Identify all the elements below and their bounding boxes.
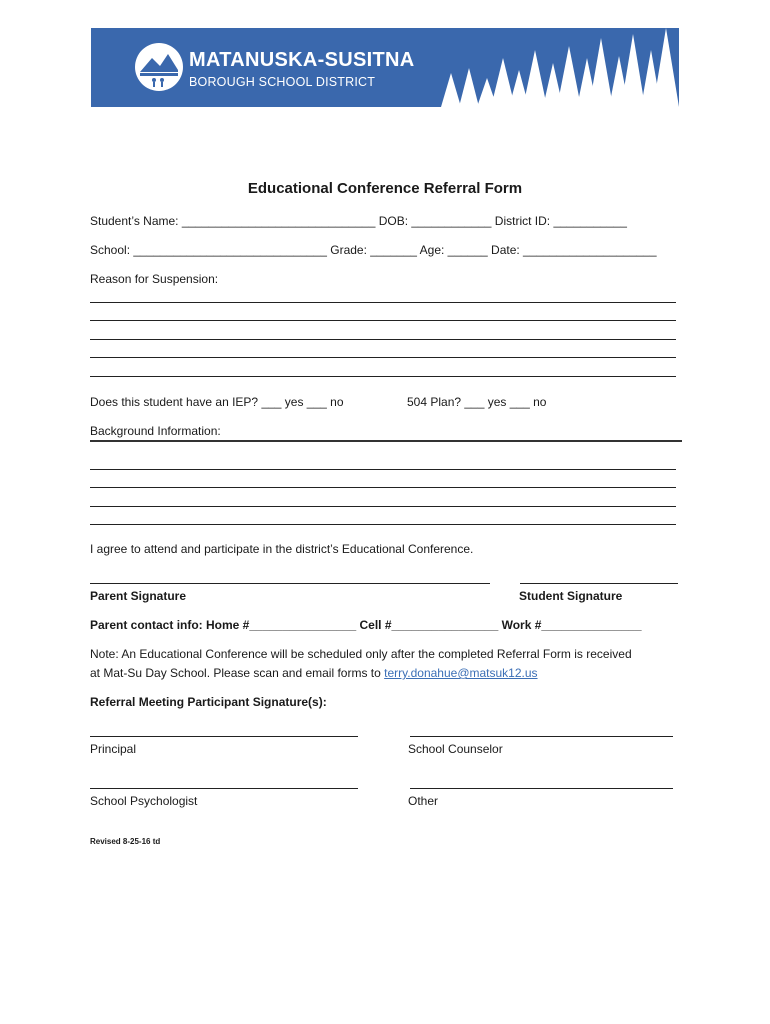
parent-signature-line[interactable]	[90, 583, 490, 584]
parent-contact-info[interactable]: Parent contact info: Home #________________ Cell #________________ Work #_______________	[90, 618, 642, 632]
reason-line-3[interactable]	[90, 339, 676, 340]
background-label: Background Information:	[90, 424, 221, 438]
district-subtitle: BOROUGH SCHOOL DISTRICT	[189, 75, 376, 89]
student-signature-line[interactable]	[520, 583, 678, 584]
background-line-4[interactable]	[90, 524, 676, 525]
email-link[interactable]: terry.donahue@matsuk12.us	[384, 666, 538, 680]
student-info-row[interactable]: Student’s Name: _____________________________ DOB: ____________ District ID: ___________	[90, 214, 627, 228]
district-header-banner	[91, 28, 679, 107]
reason-line-1[interactable]	[90, 302, 676, 303]
school-psychologist-label: School Psychologist	[90, 794, 198, 808]
student-signature-label: Student Signature	[519, 589, 623, 603]
agree-text: I agree to attend and participate in the district’s Educational Conference.	[90, 542, 474, 556]
iep-question[interactable]: Does this student have an IEP? ___ yes ___ no	[90, 395, 344, 409]
revised-note: Revised 8-25-16 td	[90, 837, 161, 846]
psychologist-signature-line[interactable]	[90, 788, 358, 789]
background-line-2[interactable]	[90, 487, 676, 488]
form-title: Educational Conference Referral Form	[247, 180, 523, 197]
district-logo-icon	[134, 42, 184, 92]
district-name: MATANUSKA-SUSITNA	[189, 49, 415, 71]
plan-504-question[interactable]: 504 Plan? ___ yes ___ no	[407, 395, 547, 409]
note-line-1: Note: An Educational Conference will be scheduled only after the completed Referral Form is received	[90, 647, 632, 661]
reason-line-2[interactable]	[90, 320, 676, 321]
reason-line-5[interactable]	[90, 376, 676, 377]
background-line-3[interactable]	[90, 506, 676, 507]
other-signature-line[interactable]	[410, 788, 673, 789]
reason-line-4[interactable]	[90, 357, 676, 358]
principal-label: Principal	[90, 742, 137, 756]
parent-signature-label: Parent Signature	[90, 589, 187, 603]
counselor-signature-line[interactable]	[410, 736, 673, 737]
principal-signature-line[interactable]	[90, 736, 358, 737]
other-label: Other	[408, 794, 439, 808]
background-divider	[90, 440, 682, 442]
participants-label: Referral Meeting Participant Signature(s):	[90, 695, 327, 709]
reason-label: Reason for Suspension:	[90, 272, 219, 286]
school-counselor-label: School Counselor	[408, 742, 503, 756]
background-line-1[interactable]	[90, 469, 676, 470]
school-info-row[interactable]: School: _____________________________ Grade: _______ Age: ______ Date: ____________________	[90, 243, 657, 257]
note-line-2-text: at Mat-Su Day School. Please scan and email forms to	[90, 666, 381, 680]
note-line-2	[90, 666, 538, 681]
